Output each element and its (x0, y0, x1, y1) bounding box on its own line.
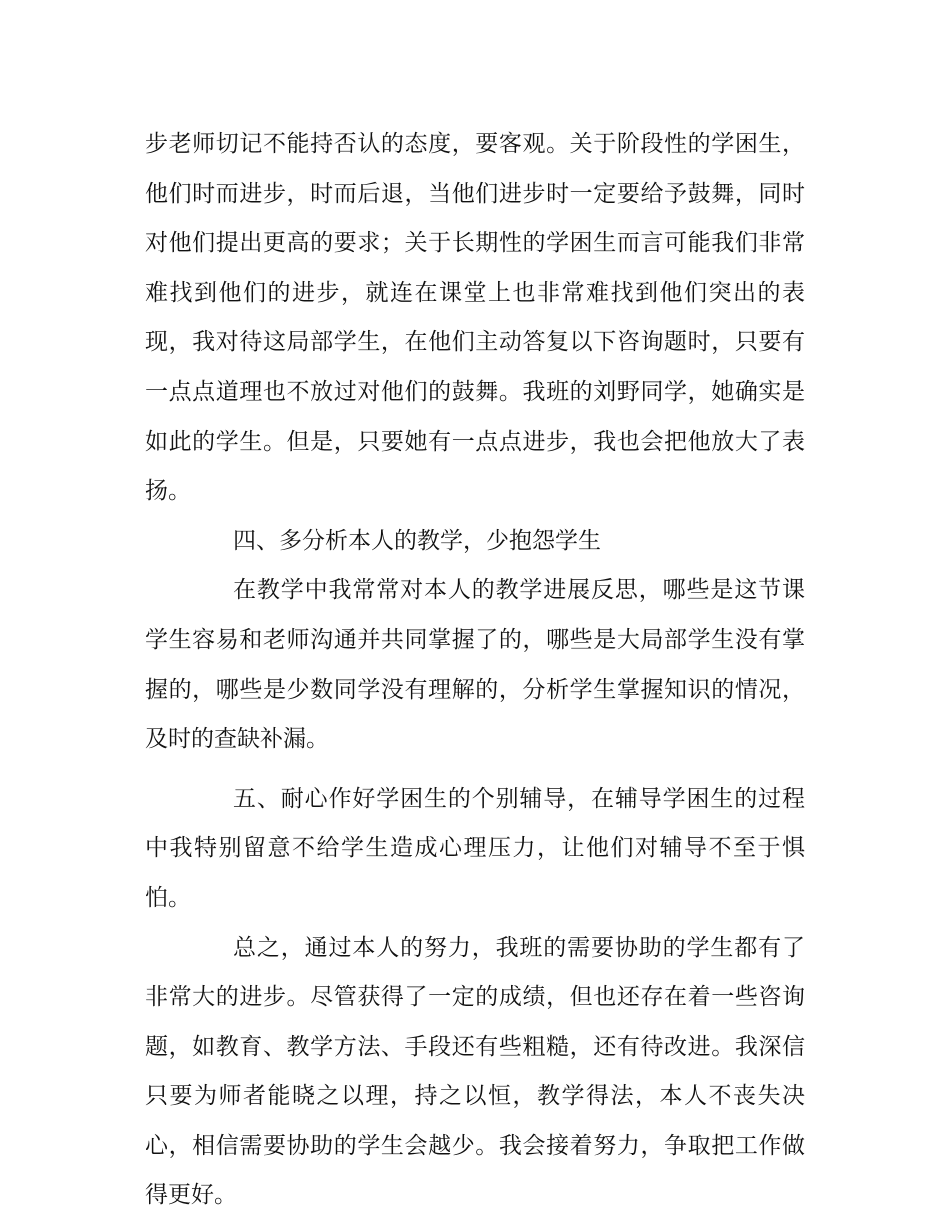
paragraph-conclusion: 总之，通过本人的努力，我班的需要协助的学生都有了非常大的进步。尽管获得了一定的成绩，但也还存在着一些咨询题，如教育、教学方法、手段还有些粗糙，还有待改进。我深信只要为师者能晓之以理，持之以恒，教学得法，本人不丧失决心，相信需要协助的学生会越少。我会接着努力，争取把工作做得更好。 (145, 924, 805, 1221)
document-body (145, 120, 805, 1221)
section-heading-five: 五、耐心作好学困生的个别辅导，在辅导学困生的过程中我特别留意不给学生造成心理压力，让他们对辅导不至于惧怕。 (145, 775, 805, 924)
section-heading-four: 四、多分析本人的教学，少抱怨学生 (145, 517, 805, 567)
paragraph-continuation: 步老师切记不能持否认的态度，要客观。关于阶段性的学困生，他们时而进步，时而后退，当他们进步时一定要给予鼓舞，同时对他们提出更高的要求；关于长期性的学困生而言可能我们非常难找到他们的进步，就连在课堂上也非常难找到他们突出的表现，我对待这局部学生，在他们主动答复以下咨询题时，只要有一点点道理也不放过对他们的鼓舞。我班的刘野同学，她确实是如此的学生。但是，只要她有一点点进步，我也会把他放大了表扬。 (145, 120, 805, 517)
paragraph-reflection: 在教学中我常常对本人的教学进展反思，哪些是这节课学生容易和老师沟通并共同掌握了的，哪些是大局部学生没有掌握的，哪些是少数同学没有理解的，分析学生掌握知识的情况，及时的查缺补漏。 (145, 566, 805, 764)
